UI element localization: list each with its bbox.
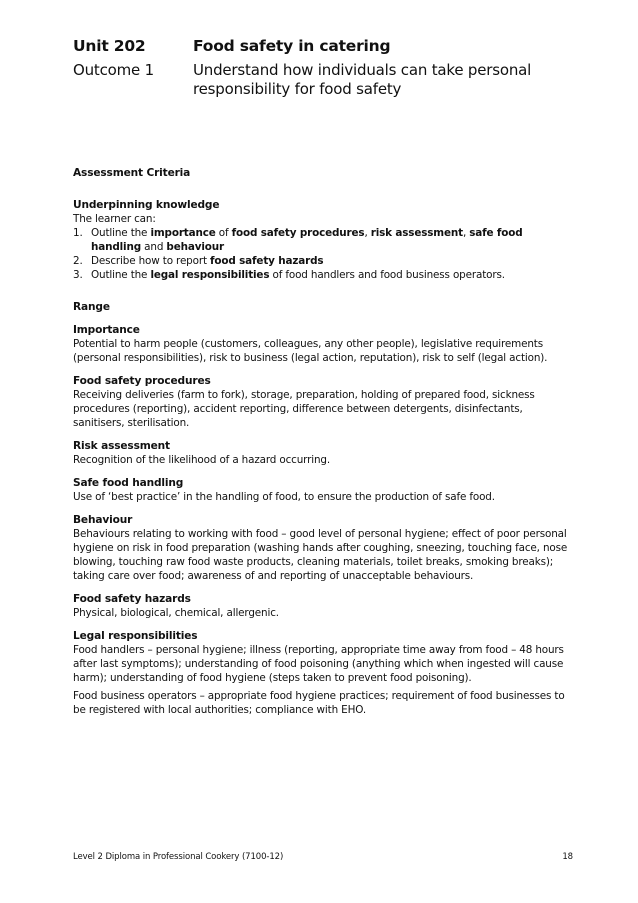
criterion-text: Describe how to report [91, 255, 211, 267]
range-section-heading: Safe food handling [73, 477, 184, 489]
criterion-item [73, 268, 573, 282]
unit-label: Unit 202 [73, 37, 146, 55]
range-section-heading: Legal responsibilities [73, 630, 198, 642]
page-footer [73, 852, 573, 862]
range-section-text: Food business operators – appropriate food hygiene practices; requirement of food businesses to be registered with local authorities; compliance with EHO. [73, 690, 565, 716]
range-section-heading: Food safety procedures [73, 375, 211, 387]
range-section-text: Recognition of the likelihood of a hazard occurring. [73, 454, 330, 466]
range-heading: Range [73, 301, 110, 313]
criterion-item [73, 254, 573, 268]
underpinning-knowledge-heading: Underpinning knowledge [73, 199, 220, 211]
criterion-number: 1. [73, 227, 83, 239]
criterion-keyword: legal responsibilities [150, 269, 270, 281]
criteria-list [73, 226, 573, 282]
range-section-text: Behaviours relating to working with food – good level of personal hygiene; effect of poor personal hygiene on risk in food preparation (washing hands after coughing, sneezing, touching face, nose blowing, touching raw food waste products, cleaning materials, toilet breaks, smoking breaks); taking care over food; awareness of and reporting of unacceptable behaviours. [73, 528, 568, 582]
criterion-item [73, 226, 573, 254]
range-section-text: Food handlers – personal hygiene; illness (reporting, appropriate time away from food – 48 hours after last symptoms); understanding of food poisoning (anything which when ingested will cause harm); understanding of food hygiene (steps taken to prevent food poisoning). [73, 644, 564, 684]
assessment-criteria-heading: Assessment Criteria [73, 167, 191, 179]
range-section-heading: Risk assessment [73, 440, 170, 452]
criterion-text: Outline the [91, 227, 151, 239]
criterion-keyword: risk assessment [370, 227, 463, 239]
range-section-text: Physical, biological, chemical, allergenic. [73, 607, 279, 619]
criterion-text: of food handlers and food business operators. [269, 269, 505, 281]
outcome-label: Outcome 1 [73, 61, 154, 79]
range-sections [73, 314, 573, 717]
criterion-keyword: behaviour [166, 241, 224, 253]
criterion-number: 3. [73, 269, 83, 281]
criterion-text: , [462, 227, 470, 239]
criterion-keyword: food safety procedures [231, 227, 365, 239]
criterion-keyword: importance [150, 227, 216, 239]
range-section-heading: Food safety hazards [73, 593, 191, 605]
content-body [73, 166, 573, 717]
criterion-keyword: safe food handling [91, 227, 523, 253]
range-section-text: Potential to harm people (customers, colleagues, any other people), legislative requirements (personal responsibilities), risk to business (legal action, reputation), risk to self (legal action). [73, 338, 548, 364]
criterion-keyword: food safety hazards [210, 255, 324, 267]
unit-title: Food safety in catering [193, 37, 391, 55]
footer-qualification: Level 2 Diploma in Professional Cookery (7100-12) [73, 852, 284, 862]
criterion-text: Outline the [91, 269, 151, 281]
page-number: 18 [562, 852, 573, 862]
range-section-heading: Behaviour [73, 514, 133, 526]
criterion-text: , [364, 227, 371, 239]
range-section-text: Use of ‘best practice’ in the handling of food, to ensure the production of safe food. [73, 491, 495, 503]
range-section-heading: Importance [73, 324, 140, 336]
range-section-text: Receiving deliveries (farm to fork), storage, preparation, holding of prepared food, sickness procedures (reporting), accident reporting, difference between detergents, disinfectants, sanitisers, sterilisation. [73, 389, 535, 429]
criterion-text: and [141, 241, 167, 253]
learner-intro: The learner can: [73, 213, 156, 225]
criterion-text: of [215, 227, 232, 239]
criterion-number: 2. [73, 255, 83, 267]
outcome-title: Understand how individuals can take personal responsibility for food safety [193, 61, 532, 98]
